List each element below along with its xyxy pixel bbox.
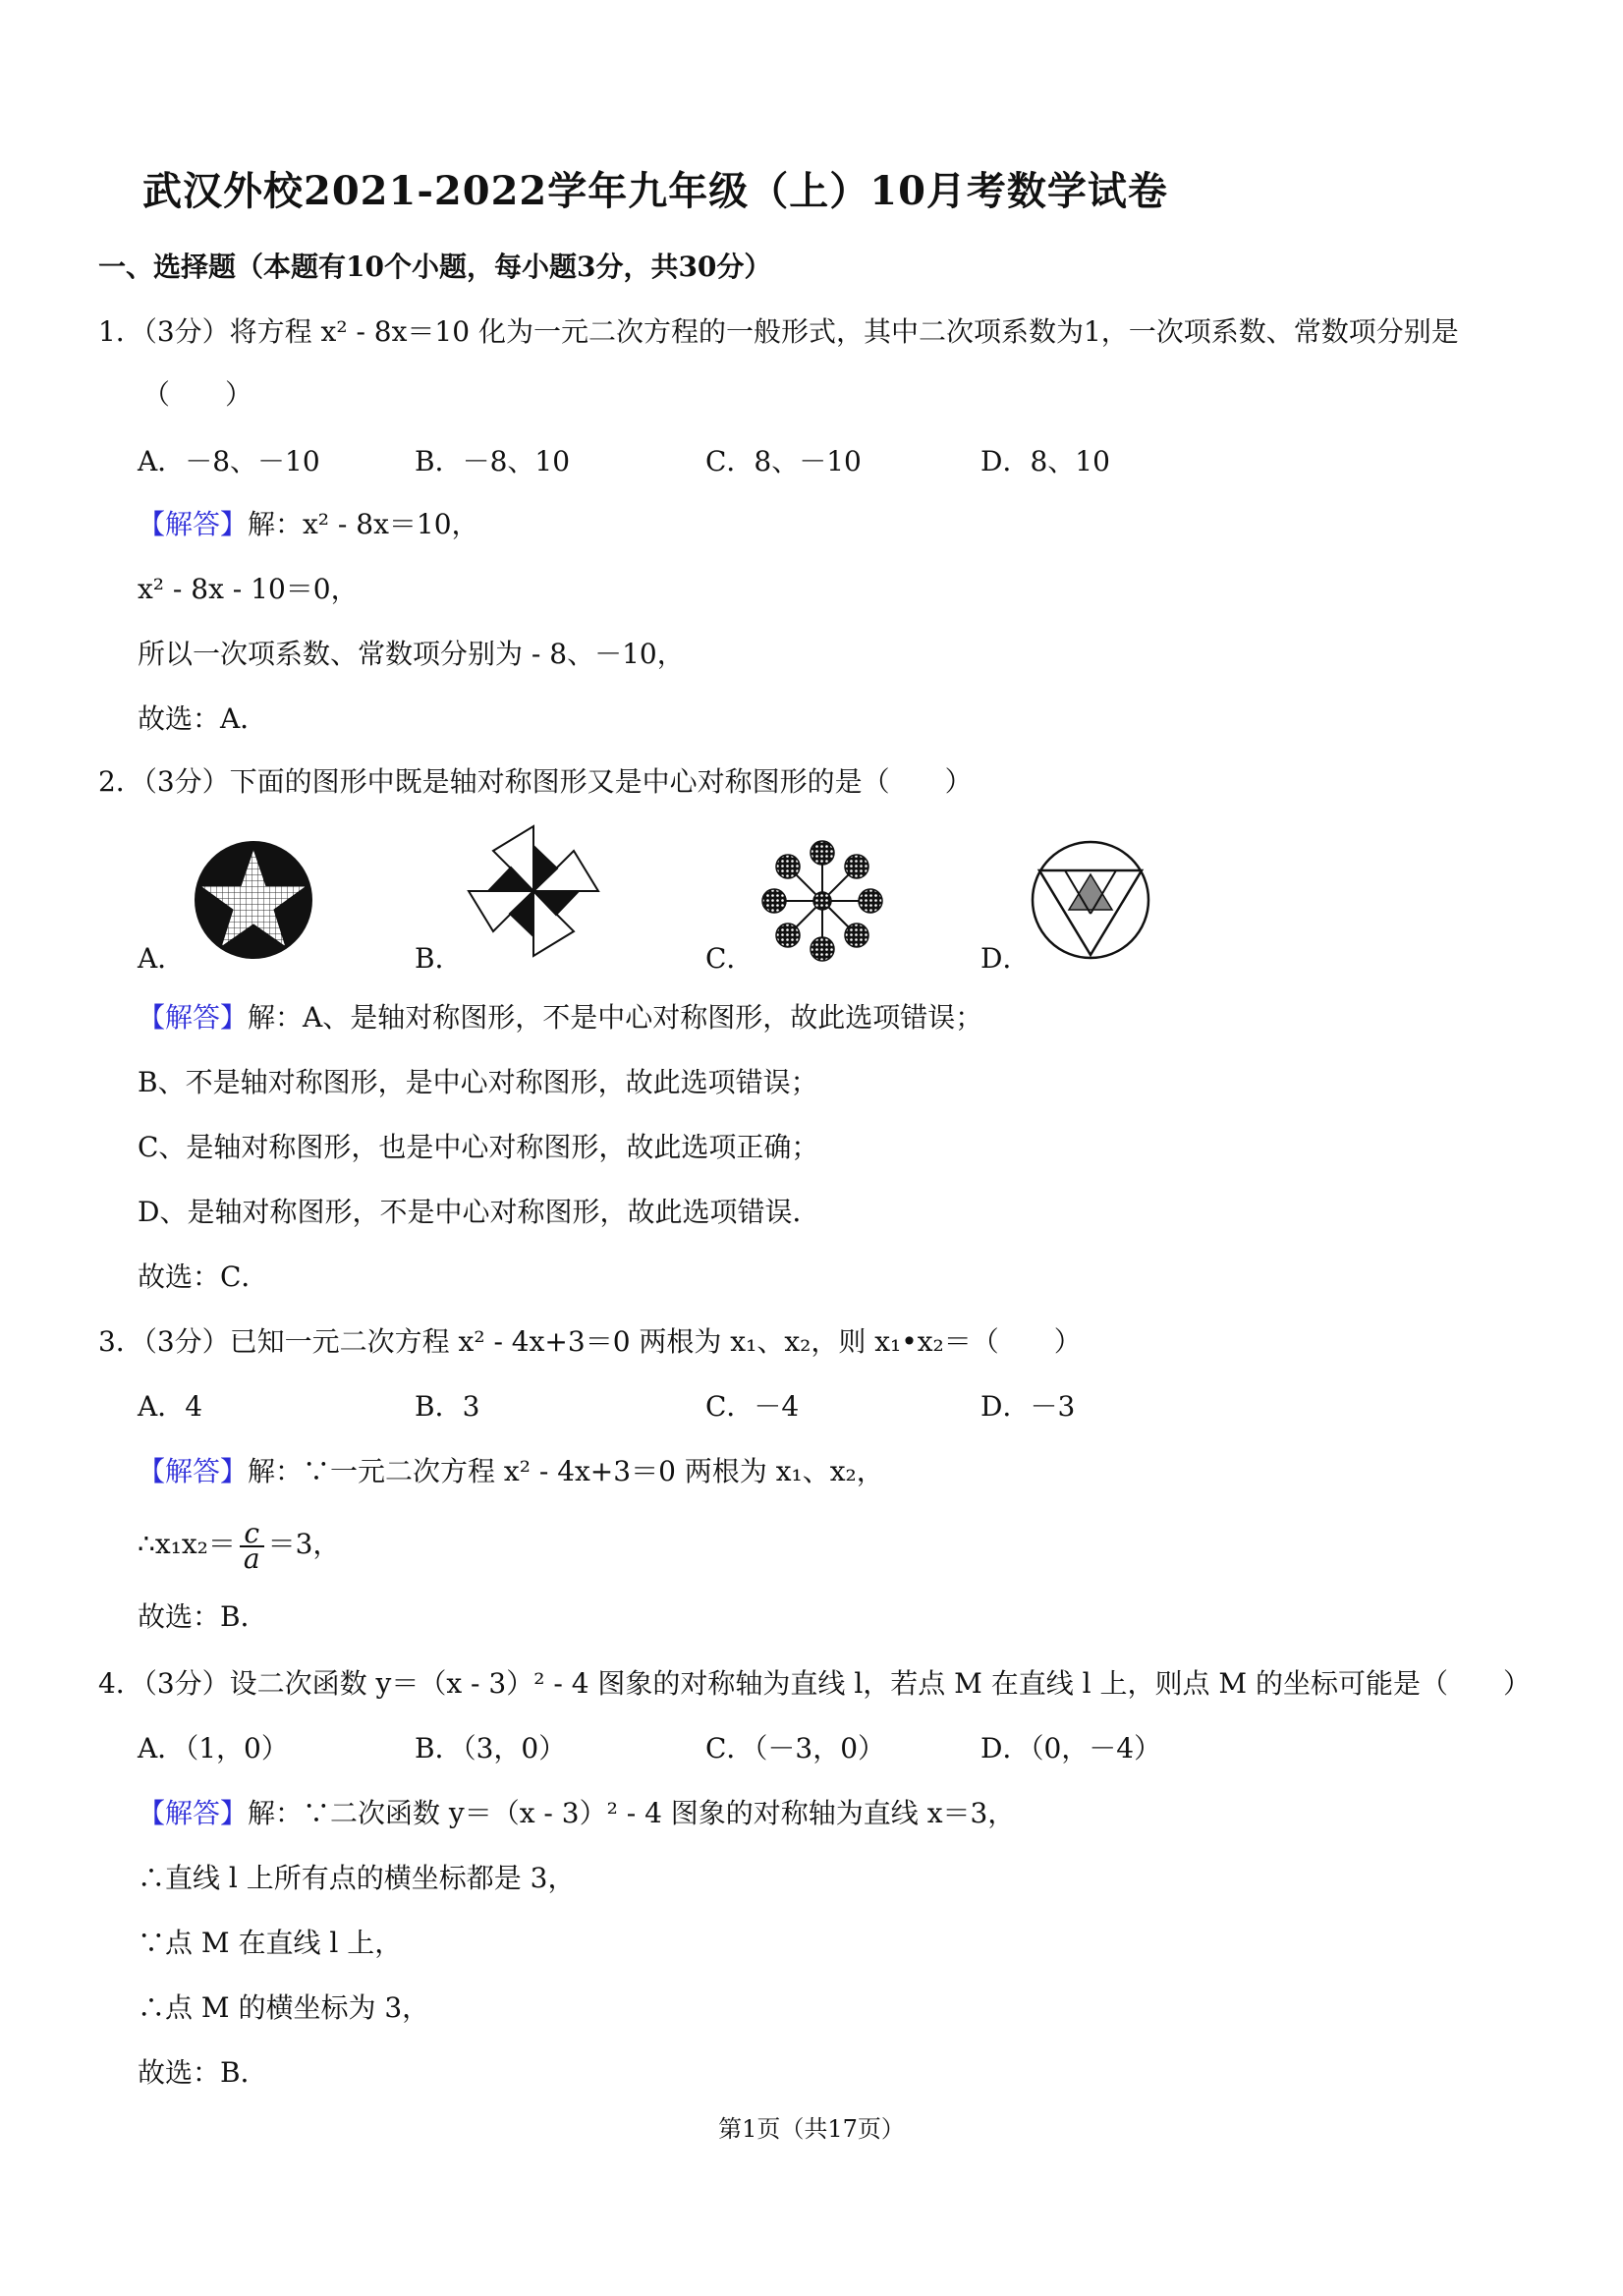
q3-stem: 3．（3分）已知一元二次方程 x² - 4x+3＝0 两根为 x₁、x₂，则 x₁•x₂＝（ ） — [98, 1325, 1082, 1358]
figure-a-star-circle — [193, 839, 314, 961]
figure-b-pinwheel — [464, 821, 603, 961]
q1-solution-line3: 所以一次项系数、常数项分别为 - 8、－10， — [138, 638, 685, 670]
q4-option-c: C．（－3，0） — [705, 1732, 886, 1764]
answer-tag: 【解答】 — [138, 1797, 249, 1829]
q3-option-b: B．3 — [415, 1390, 480, 1423]
q4-solution-line4: ∴点 M 的横坐标为 3， — [138, 1991, 430, 2024]
q2-option-c: C． — [705, 942, 755, 975]
q1-stem: 1．（3分）将方程 x² - 8x＝10 化为一元二次方程的一般形式，其中二次项系数为1，一次项系数、常数项分别是 — [98, 315, 1459, 348]
answer-tag: 【解答】 — [138, 1001, 249, 1034]
fraction-c-over-a: $\frac{c}{a}$ — [240, 1522, 264, 1571]
q3-option-c: C．－4 — [705, 1390, 800, 1423]
q2-option-a: A． — [138, 942, 186, 975]
q3-option-d: D．－3 — [980, 1390, 1076, 1423]
q2-solution-line3: C、是轴对称图形，也是中心对称图形，故此选项正确； — [138, 1131, 819, 1163]
figure-c-circle-flower — [760, 839, 884, 963]
q3-option-a: A．4 — [138, 1390, 203, 1423]
page-footer: 第1页（共17页） — [718, 2115, 905, 2143]
q4-solution-line5: 故选：B． — [138, 2056, 268, 2089]
section-heading: 一、选择题（本题有10个小题，每小题3分，共30分） — [98, 251, 772, 283]
page-title: 武汉外校2021-2022学年九年级（上）10月考数学试卷 — [142, 168, 1168, 214]
q1-stem-cont: （ ） — [142, 378, 253, 411]
q2-option-b: B． — [415, 942, 463, 975]
q1-solution-line4: 故选：A． — [138, 702, 268, 735]
q4-stem: 4．（3分）设二次函数 y＝（x - 3）² - 4 图象的对称轴为直线 l，若点 M 在直线 l 上，则点 M 的坐标可能是（ ） — [98, 1667, 1531, 1700]
answer-tag: 【解答】 — [138, 508, 249, 540]
q2-solution-line5: 故选：C． — [138, 1260, 269, 1293]
q4-option-d: D．（0，－4） — [980, 1732, 1162, 1764]
q4-solution-line1: 【解答】解：∵二次函数 y＝（x - 3）² - 4 图象的对称轴为直线 x＝3， — [138, 1797, 1016, 1829]
q1-option-c: C．8、－10 — [705, 445, 862, 477]
q2-option-d: D． — [980, 942, 1031, 975]
q4-option-b: B．（3，0） — [415, 1732, 567, 1764]
q3-solution-line3: 故选：B． — [138, 1600, 268, 1633]
q4-option-a: A．（1，0） — [138, 1732, 289, 1764]
figure-d-triangle-circle — [1030, 839, 1151, 961]
q4-solution-line2: ∴直线 l 上所有点的横坐标都是 3， — [138, 1862, 576, 1894]
q2-solution-line1: 【解答】解：A、是轴对称图形，不是中心对称图形，故此选项错误； — [138, 1001, 983, 1034]
q3-solution-line2: ∴x₁x₂＝ $\frac{c}{a}$ ＝3， — [138, 1516, 341, 1575]
q2-solution-line4: D、是轴对称图形，不是中心对称图形，故此选项错误． — [138, 1196, 820, 1228]
q1-option-a: A．－8、－10 — [138, 445, 320, 477]
q2-solution-line2: B、不是轴对称图形，是中心对称图形，故此选项错误； — [138, 1066, 818, 1098]
q1-solution-line2: x² - 8x - 10＝0， — [138, 573, 359, 605]
q3-solution-line1: 【解答】解：∵一元二次方程 x² - 4x+3＝0 两根为 x₁、x₂， — [138, 1455, 884, 1487]
q2-stem: 2．（3分）下面的图形中既是轴对称图形又是中心对称图形的是（ ） — [98, 765, 973, 798]
q1-option-d: D．8、10 — [980, 445, 1110, 477]
q1-option-b: B．－8、10 — [415, 445, 571, 477]
q4-solution-line3: ∵点 M 在直线 l 上， — [138, 1927, 403, 1959]
q1-solution-line1: 【解答】解：x² - 8x＝10， — [138, 508, 479, 540]
answer-tag: 【解答】 — [138, 1455, 249, 1487]
